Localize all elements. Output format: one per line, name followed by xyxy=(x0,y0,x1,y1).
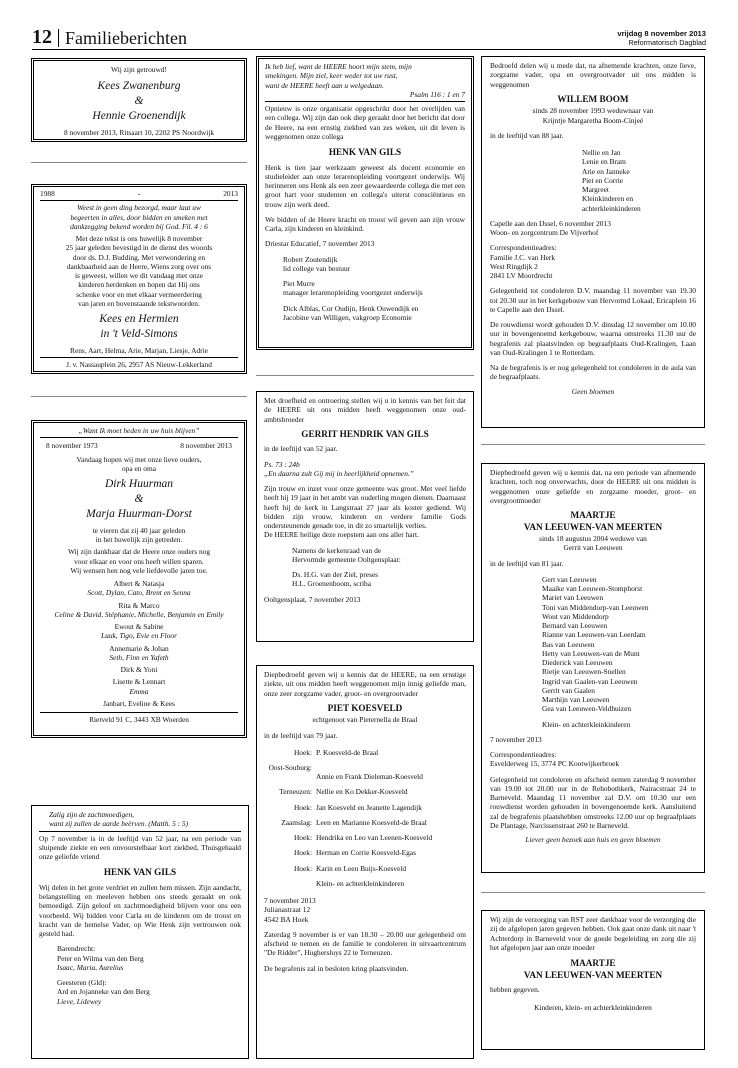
sign-line: H.L. Groenenboom, scriba xyxy=(292,579,372,589)
verse-line: smekingen. Mijn ziel, keer weder tot uw rust, xyxy=(265,71,398,81)
organisation: Driestar Educatief, 7 november 2013 xyxy=(265,239,375,249)
children-names: Rens, Aart, Helma, Arie, Marjan, Liesje, Adrie xyxy=(70,345,208,355)
age: in de leeftijd van 79 jaar. xyxy=(264,730,338,740)
place-line: Woon- en zorgcentrum De Vijverhof xyxy=(490,228,599,237)
divider xyxy=(481,892,705,893)
body-text-2: De HEERE heilige deze roepstem aan ons aller hart. xyxy=(264,530,419,540)
family-row xyxy=(264,848,466,857)
corr-line: Familie J.C. van Herk xyxy=(490,252,556,262)
deceased-name: VAN LEEUWEN-VAN MEERTEN xyxy=(523,521,663,532)
subtitle-line: sinds 18 augustus 2004 weduwe van xyxy=(539,534,647,543)
family-list xyxy=(490,148,696,213)
signers xyxy=(265,255,465,323)
family-name: Marthijn van Leeuwen xyxy=(542,695,610,704)
signature xyxy=(264,546,466,589)
family-name: Mariet van Leeuwen xyxy=(542,593,604,603)
corr-line: 2841 LV Moordrecht xyxy=(490,271,553,280)
bride-name: Hennie Groenendijk xyxy=(92,110,186,123)
verse-line: dankzegging bekend worden bij God. Fil. 4 : 6 xyxy=(70,221,208,231)
body-text xyxy=(40,234,238,308)
family-parents: Annemarie & Johan xyxy=(109,643,169,653)
groom-name: Kees Zwanenburg xyxy=(97,80,181,93)
family-name: P. Koesveld-de Braal xyxy=(316,747,379,757)
footer-text: Ooltgensplaat, 7 november 2013 xyxy=(264,594,361,604)
intro-text: Wij zijn getrouwd! xyxy=(111,65,167,74)
obituary-henk-van-gils-driestar xyxy=(256,56,474,350)
corr-line: Esvelderweg 15, 3774 PC Kootwijkerbroek xyxy=(490,759,620,769)
body-text: Zaterdag 9 november is er van 18.30 – 20.00 uur gelegenheid om afscheid te nemen en de familie te condoleren in uitvaartcentrum "De Ridder", Hughersluys 22 te Terneuzen. xyxy=(264,929,466,958)
corr-line: Correspondentieadres: xyxy=(490,750,557,759)
couple-name: Kees en Hermien xyxy=(99,313,179,325)
body-line: in het huwelijk zijn getreden. xyxy=(95,535,183,545)
quote: „Want Ik moet heden in uw huis blijven” xyxy=(78,426,200,435)
couple-name: in 't Veld-Simons xyxy=(100,327,178,340)
intro-text: Diepbedroefd geven wij u kennis dat de HEERE, na een ernstige ziekte, uit ons midden heeft weggenomen mijn innig geliefde man, onze zeer zorgzame vader, groot- en overgrootvader xyxy=(264,670,466,698)
signer-name: Dick Alblas, Cor Oudijn, Henk Ouwendijk en xyxy=(283,303,419,313)
family-row xyxy=(264,879,466,888)
signer-name: Peter en Wilma van den Berg xyxy=(57,953,144,963)
subtitle-line: Krijntje Margaretha Boom-Cinjeé xyxy=(542,115,644,125)
body-line: schenke voor en met elkaar vermeerdering xyxy=(76,289,202,299)
age: in de leeftijd van 81 jaar. xyxy=(490,558,564,568)
intro-text: Op 7 november is in de leeftijd van 52 jaar, na een periode van sluipende ziekte en een onvoorstelbaar kort ziekbed, Thuisgehaald onze geliefde vriend xyxy=(39,833,241,861)
page-header xyxy=(32,26,706,50)
signer-name: Robert Zoutendijk xyxy=(283,254,338,264)
body-text: Gelegenheid tot condoleren D.V. maandag 11 november van 19.30 tot 20.30 uur in het kerkgebouw van Hervormd Lokaal, Ericaplein 16 te Capelle aan den IJssel. xyxy=(490,286,696,314)
signer-name: Ard en Jojanneke van den Berg xyxy=(57,987,150,997)
year-end: 2013 xyxy=(223,189,238,198)
address: J. v. Nassauplein 26, 2957 AS Nieuw-Lekkerland xyxy=(66,360,212,370)
deceased-name: MAARTJE xyxy=(570,958,616,968)
family-name: Klein- en achterkleinkinderen xyxy=(316,878,405,888)
body-text: Wij delen in het grote verdriet en zullen hem missen. Zijn aandacht, belangstelling en meeleven hebben ons steeds geraakt en ook bemoedigd. Zijn geloof en zachtmoedigheid blijven voor ons een voorbeeld. Wij bidden voor Carla en de kinderen om de troost en kracht van de hemelse Vader, op Wie Henk zijn vertrouwen ook gesteld had. xyxy=(39,882,241,938)
page-number: 12 xyxy=(32,26,52,48)
sign-line: Ds. H.G. van der Ziel, preses xyxy=(292,570,378,579)
family-place: Hoek: xyxy=(293,747,312,757)
family-row xyxy=(264,787,466,796)
family-name: Kleinkinderen en xyxy=(582,194,634,204)
signer-role: manager lerarenopleiding voortgezet onderwijs xyxy=(283,288,423,298)
thank-you-maartje xyxy=(481,910,705,1050)
family-name: Klein- en achterkleinkinderen xyxy=(542,719,631,729)
body-text-3: Na de begrafenis is er nog gelegenheid tot condoleren in de aula van de begraafplaats. xyxy=(490,363,696,382)
family-kids: Luuk, Tigo, Evie en Floor xyxy=(101,631,177,641)
obituary-maartje-van-leeuwen xyxy=(481,463,705,873)
correspondence-address xyxy=(490,243,696,280)
signer-role: Jacobine van Willigen, vakgroep Economie xyxy=(283,312,412,322)
family-parents: Albert & Natasja xyxy=(113,579,165,589)
family-kids: Emma xyxy=(129,686,149,696)
family-name: Ingrid van Gaalen-van Leeuwen xyxy=(542,676,638,686)
subtitle xyxy=(490,106,696,125)
family-place: Hoek: xyxy=(293,833,312,842)
body-text xyxy=(40,526,238,575)
family-list xyxy=(40,579,238,708)
rule xyxy=(40,712,238,713)
verse-line: Ik heb lief, want de HEERE hoort mijn stem, mijn xyxy=(265,62,412,71)
body-line: door ds. D.J. Budding. Met verwondering en xyxy=(72,252,206,262)
corr-line: West Ringdijk 2 xyxy=(490,261,538,271)
year-dash: - xyxy=(137,189,141,198)
family-name: Rietje van Leeuwen-Snellen xyxy=(542,667,626,677)
body-text: Henk is tien jaar werkzaam geweest als docent economie en studieleider aan onze lerarenopleiding voortgezet onderwijs. Wij herinneren ons Henk als een zeer gewaardeerde collega die met een groot hart voor studenten en collega's uiterst consciëntieus en trouw zijn werk deed. xyxy=(265,162,465,209)
family-row xyxy=(264,864,466,873)
subtitle-line: sinds 28 november 1993 weduwnaar van xyxy=(532,106,654,116)
rule xyxy=(39,831,241,832)
family-name: Wout van Middendorp xyxy=(542,611,609,621)
family-name: Bernard van Leeuwen xyxy=(542,621,608,630)
family-parents: Dirk & Yoni xyxy=(120,665,158,675)
family-name: Diederick van Leeuwen xyxy=(542,658,613,667)
obituary-henk-van-gils-friends xyxy=(31,805,249,1059)
family-place xyxy=(264,879,316,888)
address-line: Julianastraat 12 xyxy=(264,905,311,915)
family-name: Nellie en Ko Dekker-Koesveld xyxy=(316,787,408,797)
name-1: Dirk Huurman xyxy=(104,478,174,490)
bible-verse xyxy=(40,203,238,231)
deceased-name: WILLEM BOOM xyxy=(557,93,629,104)
deceased-name: HENK VAN GILS xyxy=(103,867,177,878)
footer-text: De begrafenis zal in besloten kring plaatsvinden. xyxy=(264,963,409,973)
body-line: van jaren en bovenstaande tekstwoorden. xyxy=(78,298,200,308)
family-kids: Scott, Dylan, Cato, Brent en Senna xyxy=(87,588,191,598)
verse-reference: Psalm 116 : 1 en 7 xyxy=(409,89,465,99)
divider xyxy=(31,162,247,163)
place-line: Capelle aan den IJssel, 6 november 2013 xyxy=(490,218,611,228)
family-kids: Celine & David, Stéphanie, Michelle, Benjamin en Emily xyxy=(54,609,224,619)
address xyxy=(264,896,466,924)
body-line: 25 jaar geleden bevestigd in de dienst des woords xyxy=(65,243,213,253)
intro-text: Wij zijn de verzorging van RST zeer dankbaar voor de verzorging die zij de afgelopen jaren gegeven hebben. Ook gaat onze dank uit naar 't Achterdorp in Barneveld voor de goede begeleiding en zorg die zij het afgelopen jaar aan onze moeder xyxy=(490,915,696,952)
bible-verse: „En daarna zult Gij mij in heerlijkheid opnemen.” xyxy=(264,468,414,478)
place xyxy=(490,219,696,238)
intro-text: Bedroefd delen wij u mede dat, na afnemende krachten, onze lieve, zorgzame vader, opa en overgrootvader uit ons midden is weggenomen xyxy=(490,61,696,89)
signer-name: Piet Murre xyxy=(283,279,315,288)
divider xyxy=(31,396,247,397)
spouse: echtgenoot van Pieternella de Braal xyxy=(312,715,418,725)
intro-text: Met droefheid en ontroering stellen wij u in kennis van het feit dat de HEERE uit ons midden heeft weggenomen onze oud-ambtsbroeder xyxy=(264,396,466,424)
ampersand: & xyxy=(134,95,144,108)
header-divider xyxy=(58,29,59,47)
verse-line: begeerten in alles, door bidden en smeken met xyxy=(70,212,208,222)
deceased-name: VAN LEEUWEN-VAN MEERTEN xyxy=(523,969,663,980)
family-name: achterkleinkinderen xyxy=(582,203,641,213)
family-parents: Ewout & Sabine xyxy=(114,622,164,632)
signer-kids: Isaac, Maria, Aurelius xyxy=(57,962,124,972)
family-place: Hoek: xyxy=(293,848,312,858)
family-name: Hetty van Leeuwen-van de Munt xyxy=(542,648,640,658)
footer-text: Geen bloemen xyxy=(571,386,615,396)
divider xyxy=(481,444,705,445)
issue-date: vrijdag 8 november 2013 xyxy=(617,29,706,38)
family-place: Terneuzen: xyxy=(279,787,312,797)
signer-kids: Lieve, Lidewey xyxy=(57,996,102,1006)
verse-line: Zalig zijn de zachtmoedigen, xyxy=(49,810,134,819)
signer-place: Geesteren (Gld): xyxy=(57,978,107,987)
body-text-2: We bidden of de Heere kracht en troost wil geven aan zijn vrouw Carla, zijn kinderen en kleinkind. xyxy=(265,214,465,233)
body-line: is geweest, willen we dit vandaag met onze xyxy=(74,271,204,280)
address: Rietveld 91 C, 3443 XB Woerden xyxy=(89,715,189,725)
date-end: 8 november 2013 xyxy=(180,441,232,451)
family-name: Hendrika en Leo van Leenen-Koesveld xyxy=(316,833,433,842)
family-name: Margreet xyxy=(582,185,609,194)
intro-line: opa en oma xyxy=(121,463,157,473)
bible-verse xyxy=(39,810,241,829)
deceased-name: GERRIT HENDRIK VAN GILS xyxy=(301,428,429,439)
signer-place: Barendrecht: xyxy=(57,944,96,954)
sign-line: Namens de kerkenraad van de xyxy=(292,545,382,555)
subtitle xyxy=(490,534,696,553)
dates-row xyxy=(40,441,238,450)
footer-text: Liever geen bezoek aan huis en geen bloemen xyxy=(525,835,661,844)
family-name: Rianne van Leeuwen-van Leerdam xyxy=(542,630,646,640)
family-name: Toni van Middendorp-van Leeuwen xyxy=(542,602,649,612)
verse-line: want de HEERE heeft aan u welgedaan. xyxy=(265,80,384,90)
anniversary-announcement xyxy=(31,184,247,374)
family-name: Annie en Frank Dieleman-Koesveld xyxy=(316,772,423,781)
family-place: Hoek: xyxy=(293,802,312,812)
verse-line: want zij zullen de aarde beërven. (Matth. 5 : 5) xyxy=(49,819,189,829)
publication-name: Reformatorisch Dagblad xyxy=(628,38,706,47)
rule xyxy=(265,101,465,102)
body-line: Wij zijn dankbaar dat de Heere onze ouders nog xyxy=(67,547,211,557)
family-place: Oost-Souburg: xyxy=(268,763,312,772)
footer-text: Kinderen, klein- en achterkleinkinderen xyxy=(534,1003,652,1013)
subtitle-line: Gerrit van Leeuwen xyxy=(563,543,623,553)
deceased-name: HENK VAN GILS xyxy=(328,147,402,157)
family-parents: Lisette & Lennart xyxy=(112,677,166,687)
given-text: hebben gegeven. xyxy=(490,985,540,994)
body-text: Gelegenheid tot condoleren en afscheid nemen zaterdag 9 november van 19.00 tot 20.00 uur in de Rehobothkerk, Nairacstraat 24 te Barneveld. Maandag 11 november zal D.V. om 10.30 uur een rouwdienst worden gehouden in bovengenoemde kerk. Aansluitend zal de begrafenis plaatshebben omstreeks 12.00 uur op begraafplaats De Plantage, Narcissenstraat 260 te Barneveld. xyxy=(490,774,696,830)
obituary-willem-boom xyxy=(481,56,705,428)
intro xyxy=(40,455,238,474)
sign-line: Hervormde gemeente Ooltgensplaat: xyxy=(292,554,401,564)
rule xyxy=(40,200,238,201)
age: in de leeftijd van 52 jaar. xyxy=(264,444,338,454)
body-line: kinderen herdenken en hopen dat Hij ons xyxy=(78,280,200,290)
family-name: Gea van Leeuwen-Veldhuizen xyxy=(542,704,632,714)
family-name: Leen en Marianne Koesveld-de Braal xyxy=(316,817,427,827)
date: 7 november 2013 xyxy=(490,734,542,744)
family-name: Piet en Corrie xyxy=(582,175,624,185)
family-kids: Seth, Finn en Yafeth xyxy=(109,652,169,662)
verse-reference: Ps. 73 : 24b xyxy=(264,459,300,469)
body-line: voor elkaar en voor ons heeft willen sparen. xyxy=(74,556,204,566)
footer-text: 8 november 2013, Ritsaart 10, 2202 PS Noordwijk xyxy=(63,128,215,138)
family-row xyxy=(264,763,466,781)
family-name: Arie en Janneke xyxy=(582,166,630,176)
body-line: te vieren dat zij 40 jaar geleden xyxy=(92,525,186,535)
obituary-piet-koesveld xyxy=(256,665,474,1059)
age: in de leeftijd van 88 jaar. xyxy=(490,130,564,140)
intro-text: Diepbedroefd geven wij u kennis dat, na een periode van afnemende krachten, toch nog onverwachts, door de HEERE uit ons midden is weggenomen onze geliefde en zorgzame moeder, groot- en overgrootmoeder xyxy=(490,468,696,505)
signers xyxy=(39,944,241,1006)
family-place: Hoek: xyxy=(293,863,312,873)
body-text: Zijn trouw en inzet voor onze gemeente was groot. Met veel liefde heeft hij 19 jaar in het ambt van ouderling mogen dienen. Daarnaast heeft hij de kerk in Langstraat 27 jaar als koster gediend. Wij bidden zijn vrouw, kinderen en verdere familie Gods ondersteunende genade toe, in dit zo smartelijk verlies. xyxy=(264,484,466,530)
family-row xyxy=(264,748,466,757)
name-2: Marja Huurman-Dorst xyxy=(86,507,192,520)
body-text-2: De rouwdienst wordt gehouden D.V. dinsdag 12 november om 10.00 uur in bovengenoemd kerkgebouw, waarna omstreeks 11.30 uur de begrafenis zal plaatsvinden op begraafplaats Oud-Kralingen, Laan van Oud-Kralingen 1 te Rotterdam. xyxy=(490,320,696,357)
signer-role: lid college van bestuur xyxy=(283,263,351,273)
family-list xyxy=(264,748,466,888)
family-name: Gerrit van Gaalen xyxy=(542,685,595,695)
obituary-gerrit-hendrik-van-gils xyxy=(256,391,474,642)
body-line: Met deze tekst is ons huwelijk 8 november xyxy=(75,234,203,243)
family-name: Nellie en Jan xyxy=(582,148,621,157)
divider xyxy=(256,375,474,376)
verse-line: Weest in geen ding bezorgd, maar laat uw xyxy=(77,203,201,213)
body-line: dankbaarheid aan de Heere, Wiens zorg over ons xyxy=(66,261,212,271)
family-row xyxy=(264,818,466,827)
ampersand: & xyxy=(134,492,144,505)
intro-line: Vandaag hopen wij met onze lieve ouders, xyxy=(76,454,202,464)
family-name: Lenie en Bram xyxy=(582,157,626,167)
bible-verse xyxy=(265,62,465,99)
family-row xyxy=(264,803,466,812)
rule xyxy=(40,357,238,358)
date-start: 8 november 1973 xyxy=(46,441,98,451)
address-line: 4542 BA Hoek xyxy=(264,914,309,924)
corr-line: Correspondentieadres: xyxy=(490,243,557,253)
anniversary-announcement-40 xyxy=(31,420,247,738)
family-name: Gert van Leeuwen xyxy=(542,574,597,584)
wedding-announcement xyxy=(31,58,247,142)
family-parents: Rita & Marco xyxy=(118,600,160,610)
family-place: Zaamslag: xyxy=(281,817,312,827)
family-name: Maaike van Leeuwen-Stomphorst xyxy=(542,584,643,593)
deceased-name: MAARTJE xyxy=(570,510,616,520)
family-parents: Janbart, Eveline & Kees xyxy=(103,698,175,708)
family-name: Herman en Corrie Koesveld-Egas xyxy=(316,848,416,858)
section-title: Familieberichten xyxy=(65,28,187,48)
family-row xyxy=(264,833,466,842)
deceased-name: PIET KOESVELD xyxy=(327,702,403,713)
family-list xyxy=(490,575,696,729)
intro-text: Opnieuw is onze organisatie opgeschrikt door het overlijden van een collega. Wij zijn dan ook diep geraakt door het bericht dat door de Heere, na een ernstig ziekbed van zes weken, uit dit leven is weggenomen onze collega xyxy=(265,104,465,141)
address-line: 7 november 2013 xyxy=(264,896,316,905)
correspondence-address xyxy=(490,750,696,769)
family-name: Karin en Leen Buijs-Koesveld xyxy=(316,863,407,873)
rule xyxy=(40,437,238,438)
family-name: Jan Koesveld en Jeanette Lagendijk xyxy=(316,802,422,812)
years-row xyxy=(40,189,238,198)
body-line: Wij wensen hen nog vele liefdevolle jaren toe. xyxy=(70,565,208,575)
year-start: 1988 xyxy=(40,189,55,198)
family-name: Bas van Leeuwen xyxy=(542,639,595,649)
